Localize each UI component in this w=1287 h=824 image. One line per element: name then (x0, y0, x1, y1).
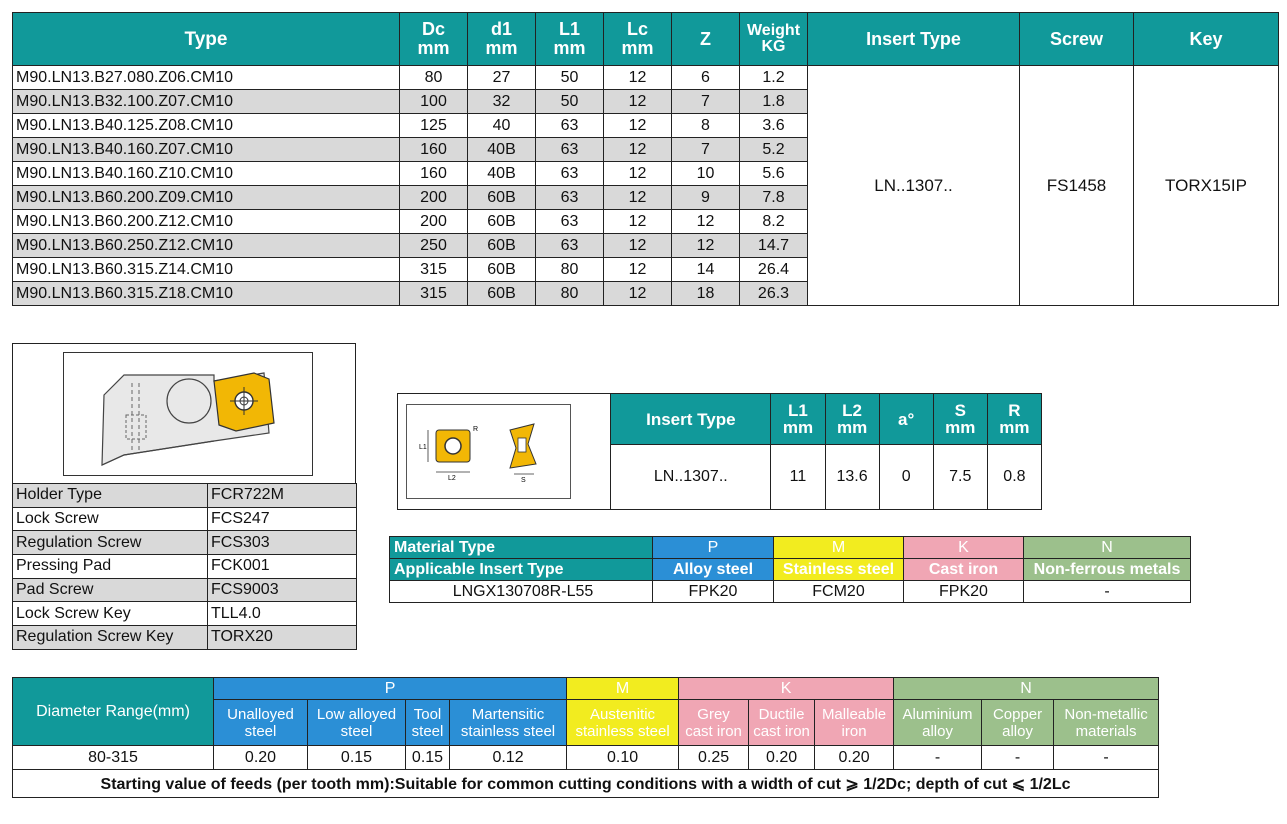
feed-rate-table (12, 677, 1279, 798)
d1-cell: 40B (468, 162, 536, 186)
feed-material-header (894, 700, 982, 746)
insert-l1-header: L1 mm (771, 394, 825, 445)
holder-part-row (13, 507, 357, 531)
type-cell: M90.LN13.B40.160.Z10.CM10 (13, 162, 400, 186)
l1-cell: 63 (536, 162, 604, 186)
feed-value: - (982, 746, 1054, 770)
holder-part-value: FCS9003 (208, 578, 357, 602)
z-cell: 18 (672, 282, 740, 306)
grade-n: - (1024, 581, 1191, 603)
type-cell: M90.LN13.B40.125.Z08.CM10 (13, 114, 400, 138)
feed-material-line2: cast iron (753, 722, 810, 740)
lc-cell: 12 (604, 282, 672, 306)
feed-material-line1: Non-metallic (1064, 705, 1148, 723)
screw-header: Screw (1020, 13, 1134, 66)
z-cell: 7 (672, 90, 740, 114)
feed-material-header (406, 700, 450, 746)
key-value: TORX15IP (1134, 66, 1279, 306)
feed-spacer (1159, 746, 1279, 770)
lc-cell: 12 (604, 138, 672, 162)
insert-type-header: Insert Type (611, 394, 771, 445)
d1-cell: 60B (468, 282, 536, 306)
feed-note: Starting value of feeds (per tooth mm):Suitable for common cutting conditions with a width of cut ⩾ 1/2Dc; depth of cut ⩽ 1/2Lc (13, 770, 1159, 798)
material-grade-row (390, 581, 1191, 603)
material-group-k: K (904, 537, 1024, 559)
feed-material-line1: Unalloyed (227, 705, 294, 723)
weight-cell: 5.6 (740, 162, 808, 186)
holder-part-value: FCS247 (208, 507, 357, 531)
l1-cell: 80 (536, 258, 604, 282)
key-header: Key (1134, 13, 1279, 66)
feed-material-header (1054, 700, 1159, 746)
holder-part-label: Pad Screw (13, 578, 208, 602)
holder-part-label: Regulation Screw Key (13, 626, 208, 650)
insert-s-label: S (521, 477, 526, 484)
insert-code: LNGX130708R-L55 (390, 581, 653, 603)
feed-group-p: P (214, 678, 567, 700)
insert-type-value: LN..1307.. (611, 445, 771, 510)
insert-drawing-cell (398, 394, 611, 510)
feed-material-line1: Ductile (758, 705, 805, 723)
feed-material-line1: Martensitic (471, 705, 545, 723)
z-cell: 9 (672, 186, 740, 210)
dc-cell: 100 (400, 90, 468, 114)
z-cell: 6 (672, 66, 740, 90)
d1-cell: 60B (468, 258, 536, 282)
feed-material-line1: Austenitic (590, 705, 656, 723)
feed-value: 0.20 (749, 746, 815, 770)
d1-cell: 40 (468, 114, 536, 138)
insert-a-header: a° (879, 394, 933, 445)
insert-l2-label: L2 (448, 475, 456, 482)
feed-material-header (749, 700, 815, 746)
feed-material-line2: steel (340, 722, 373, 740)
weight-cell: 1.2 (740, 66, 808, 90)
feed-material-line2: cast iron (685, 722, 742, 740)
insert-s-header: S mm (933, 394, 987, 445)
dc-cell: 250 (400, 234, 468, 258)
insert-type-value: LN..1307.. (808, 66, 1020, 306)
feed-value: 0.20 (815, 746, 894, 770)
feed-value: 0.20 (214, 746, 308, 770)
lc-header: Lc mm (604, 13, 672, 66)
feed-material-line1: Low alloyed (316, 705, 397, 723)
z-cell: 14 (672, 258, 740, 282)
z-cell: 12 (672, 210, 740, 234)
type-header: Type (13, 13, 400, 66)
feed-group-row (13, 678, 1279, 700)
feed-value: 0.25 (679, 746, 749, 770)
screw-value: FS1458 (1020, 66, 1134, 306)
diameter-range-header: Diameter Range(mm) (13, 678, 214, 746)
holder-part-label: Lock Screw (13, 507, 208, 531)
insert-r-header: R mm (987, 394, 1041, 445)
holder-part-label: Regulation Screw (13, 531, 208, 555)
l1-cell: 80 (536, 282, 604, 306)
feed-material-header (982, 700, 1054, 746)
main-header-row (13, 13, 1279, 66)
holder-part-row (13, 484, 357, 508)
feed-material-header (815, 700, 894, 746)
feed-material-header (214, 700, 308, 746)
dc-cell: 125 (400, 114, 468, 138)
dc-cell: 160 (400, 162, 468, 186)
l1-cell: 63 (536, 138, 604, 162)
insert-r-value: 0.8 (987, 445, 1041, 510)
insert-r-label: R (473, 426, 479, 433)
feed-note-row (13, 770, 1279, 798)
material-grade-table (389, 536, 1191, 603)
lc-cell: 12 (604, 114, 672, 138)
holder-part-value: FCR722M (208, 484, 357, 508)
dc-cell: 315 (400, 258, 468, 282)
material-cast-iron: Cast iron (904, 559, 1024, 581)
holder-image-panel (12, 343, 356, 483)
feed-value: 0.15 (406, 746, 450, 770)
feed-value: 0.12 (450, 746, 567, 770)
feed-spacer (1159, 700, 1279, 746)
l1-header: L1 mm (536, 13, 604, 66)
applicable-insert-label: Applicable Insert Type (390, 559, 653, 581)
l1-cell: 50 (536, 66, 604, 90)
insert-spec-table (397, 393, 1042, 510)
holder-part-row (13, 578, 357, 602)
material-group-row (390, 537, 1191, 559)
feed-value: - (1054, 746, 1159, 770)
insert-s-value: 7.5 (933, 445, 987, 510)
material-name-row (390, 559, 1191, 581)
material-non-ferrous: Non-ferrous metals (1024, 559, 1191, 581)
insert-l1-value: 11 (771, 445, 825, 510)
type-cell: M90.LN13.B60.315.Z14.CM10 (13, 258, 400, 282)
feed-material-line2: alloy (922, 722, 953, 740)
z-cell: 10 (672, 162, 740, 186)
z-cell: 12 (672, 234, 740, 258)
diameter-range-value: 80-315 (13, 746, 214, 770)
holder-part-value: TLL4.0 (208, 602, 357, 626)
d1-header: d1 mm (468, 13, 536, 66)
feed-group-n: N (894, 678, 1159, 700)
d1-cell: 60B (468, 186, 536, 210)
holder-part-value: TORX20 (208, 626, 357, 650)
grade-m: FCM20 (774, 581, 904, 603)
lc-cell: 12 (604, 258, 672, 282)
holder-part-row (13, 555, 357, 579)
feed-value: 0.10 (567, 746, 679, 770)
feed-material-line1: Copper (992, 705, 1043, 723)
feed-value-row (13, 746, 1279, 770)
lc-cell: 12 (604, 186, 672, 210)
feed-material-header (679, 700, 749, 746)
feed-material-header (450, 700, 567, 746)
feed-value: - (894, 746, 982, 770)
grade-k: FPK20 (904, 581, 1024, 603)
dc-cell: 80 (400, 66, 468, 90)
dc-header: Dc mm (400, 13, 468, 66)
feed-material-line1: Grey (697, 705, 730, 723)
material-type-label: Material Type (390, 537, 653, 559)
holder-part-label: Lock Screw Key (13, 602, 208, 626)
holder-part-row (13, 602, 357, 626)
lc-cell: 12 (604, 162, 672, 186)
holder-drawing-icon (64, 353, 312, 475)
feed-material-line2: steel (244, 722, 277, 740)
feed-spacer (1159, 678, 1279, 700)
material-alloy-steel: Alloy steel (653, 559, 774, 581)
weight-cell: 14.7 (740, 234, 808, 258)
feed-material-line1: Malleable (821, 705, 887, 723)
feed-material-line1: Aluminium (902, 705, 973, 723)
feed-material-header (308, 700, 406, 746)
l1-cell: 63 (536, 210, 604, 234)
holder-part-value: FCS303 (208, 531, 357, 555)
weight-cell: 3.6 (740, 114, 808, 138)
material-group-p: P (653, 537, 774, 559)
holder-drawing (63, 352, 313, 476)
dc-cell: 315 (400, 282, 468, 306)
holder-parts-table (12, 483, 357, 650)
insert-l2-value: 13.6 (825, 445, 879, 510)
feed-material-line2: materials (1075, 722, 1137, 740)
feed-spacer (1159, 770, 1279, 798)
holder-part-value: FCK001 (208, 555, 357, 579)
z-cell: 8 (672, 114, 740, 138)
type-cell: M90.LN13.B60.200.Z09.CM10 (13, 186, 400, 210)
type-cell: M90.LN13.B27.080.Z06.CM10 (13, 66, 400, 90)
feed-material-line2: alloy (1002, 722, 1033, 740)
l1-cell: 63 (536, 234, 604, 258)
feed-material-line2: stainless steel (460, 722, 556, 740)
lc-cell: 12 (604, 210, 672, 234)
feed-group-k: K (679, 678, 894, 700)
holder-part-row (13, 626, 357, 650)
dc-cell: 160 (400, 138, 468, 162)
type-cell: M90.LN13.B60.250.Z12.CM10 (13, 234, 400, 258)
material-group-m: M (774, 537, 904, 559)
l1-cell: 63 (536, 186, 604, 210)
tool-spec-table (12, 12, 1279, 306)
insert-a-value: 0 (879, 445, 933, 510)
table-row (13, 66, 1279, 90)
feed-material-line2: steel (411, 722, 444, 740)
holder-part-row (13, 531, 357, 555)
holder-part-label: Holder Type (13, 484, 208, 508)
weight-cell: 26.3 (740, 282, 808, 306)
feed-material-line2: iron (841, 722, 867, 740)
grade-p: FPK20 (653, 581, 774, 603)
weight-cell: 7.8 (740, 186, 808, 210)
dc-cell: 200 (400, 210, 468, 234)
insert-drawing-icon (406, 404, 586, 500)
insert-type-header: Insert Type (808, 13, 1020, 66)
feed-value: 0.15 (308, 746, 406, 770)
material-group-n: N (1024, 537, 1191, 559)
z-header: Z (672, 13, 740, 66)
type-cell: M90.LN13.B32.100.Z07.CM10 (13, 90, 400, 114)
feed-material-header (567, 700, 679, 746)
holder-part-label: Pressing Pad (13, 555, 208, 579)
d1-cell: 32 (468, 90, 536, 114)
type-cell: M90.LN13.B40.160.Z07.CM10 (13, 138, 400, 162)
insert-header-row (398, 394, 1042, 445)
weight-cell: 1.8 (740, 90, 808, 114)
material-stainless-steel: Stainless steel (774, 559, 904, 581)
z-cell: 7 (672, 138, 740, 162)
l1-cell: 50 (536, 90, 604, 114)
d1-cell: 27 (468, 66, 536, 90)
d1-cell: 40B (468, 138, 536, 162)
feed-material-line2: stainless steel (575, 722, 670, 740)
lc-cell: 12 (604, 234, 672, 258)
weight-cell: 8.2 (740, 210, 808, 234)
type-cell: M90.LN13.B60.200.Z12.CM10 (13, 210, 400, 234)
weight-cell: 26.4 (740, 258, 808, 282)
weight-header: Weight KG (740, 13, 808, 66)
d1-cell: 60B (468, 234, 536, 258)
type-cell: M90.LN13.B60.315.Z18.CM10 (13, 282, 400, 306)
l1-cell: 63 (536, 114, 604, 138)
insert-l2-header: L2 mm (825, 394, 879, 445)
dc-cell: 200 (400, 186, 468, 210)
lc-cell: 12 (604, 66, 672, 90)
feed-material-line1: Tool (413, 705, 442, 723)
feed-group-m: M (567, 678, 679, 700)
weight-cell: 5.2 (740, 138, 808, 162)
lc-cell: 12 (604, 90, 672, 114)
insert-l1-label: L1 (419, 444, 427, 451)
d1-cell: 60B (468, 210, 536, 234)
